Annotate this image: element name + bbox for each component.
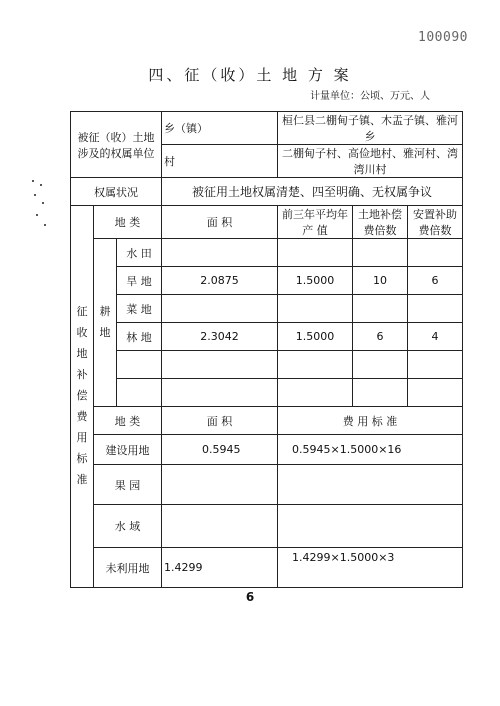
area-cell xyxy=(162,465,278,505)
land-type-cell xyxy=(117,351,162,379)
header-township-row xyxy=(71,112,463,145)
comp-cell: 6 xyxy=(353,323,408,351)
output-cell xyxy=(278,295,353,323)
resettle-multiple-header: 安置补助费倍数 xyxy=(408,206,463,239)
comp-cell xyxy=(353,351,408,379)
page-number: 6 xyxy=(245,590,255,604)
scan-specks xyxy=(30,180,48,230)
area-header: 面 积 xyxy=(162,407,278,435)
unit-note: 计量单位：公顷、万元、人 xyxy=(310,91,430,102)
table-row xyxy=(71,505,463,548)
table-row xyxy=(71,435,463,465)
fee-header-row xyxy=(71,407,463,435)
output-cell xyxy=(278,239,353,267)
fee-cell xyxy=(278,505,463,548)
table-row xyxy=(71,548,463,588)
area-cell xyxy=(162,379,278,407)
output-cell: 1.5000 xyxy=(278,323,353,351)
comp-cell xyxy=(353,379,408,407)
comp-multiple-header: 土地补偿费倍数 xyxy=(353,206,408,239)
land-type-header: 地 类 xyxy=(94,206,162,239)
area-cell: 2.0875 xyxy=(162,267,278,295)
village-value: 二棚甸子村、高俭地村、雅河村、湾湾川村 xyxy=(278,145,463,178)
comp-cell: 10 xyxy=(353,267,408,295)
land-type-cell: 水 田 xyxy=(117,239,162,267)
area-cell xyxy=(162,505,278,548)
land-type-header: 地 类 xyxy=(94,407,162,435)
fee-cell xyxy=(278,465,463,505)
land-type-cell: 水 域 xyxy=(94,505,162,548)
land-units-label: 被征（收）土地涉及的权属单位 xyxy=(71,112,162,178)
area-cell: 1.4299 xyxy=(162,548,278,588)
table-row xyxy=(71,295,463,323)
side-label: 征收地补偿费用标准 xyxy=(71,206,94,588)
land-type-cell: 旱 地 xyxy=(117,267,162,295)
land-type-cell xyxy=(117,379,162,407)
comp-cell xyxy=(353,295,408,323)
document-code: 100090 xyxy=(418,30,468,45)
cultivated-label: 耕地 xyxy=(94,239,117,407)
area-cell: 0.5945 xyxy=(162,435,278,465)
section-title: 四、征（收）土 地 方 案 xyxy=(148,66,352,84)
area-header: 面 积 xyxy=(162,206,278,239)
resettle-cell xyxy=(408,351,463,379)
resettle-cell xyxy=(408,295,463,323)
resettle-cell: 6 xyxy=(408,267,463,295)
fee-standard-header: 费 用 标 准 xyxy=(278,407,463,435)
compensation-header-row xyxy=(71,206,463,239)
table-row xyxy=(71,379,463,407)
area-cell xyxy=(162,295,278,323)
land-type-cell: 建设用地 xyxy=(94,435,162,465)
table-row xyxy=(71,323,463,351)
output-cell: 1.5000 xyxy=(278,267,353,295)
area-cell xyxy=(162,239,278,267)
area-cell xyxy=(162,351,278,379)
land-type-cell: 未利用地 xyxy=(94,548,162,588)
table-row xyxy=(71,239,463,267)
land-type-cell: 林 地 xyxy=(117,323,162,351)
ownership-value: 被征用土地权属清楚、四至明确、无权属争议 xyxy=(162,178,463,206)
ownership-row xyxy=(71,178,463,206)
output-cell xyxy=(278,379,353,407)
resettle-cell: 4 xyxy=(408,323,463,351)
fee-cell: 0.5945×1.5000×16 xyxy=(278,435,463,465)
table-row xyxy=(71,351,463,379)
township-value: 桓仁县二棚甸子镇、木盂子镇、雅河乡 xyxy=(278,112,463,145)
resettle-cell xyxy=(408,239,463,267)
resettle-cell xyxy=(408,379,463,407)
output-cell xyxy=(278,351,353,379)
land-type-cell: 菜 地 xyxy=(117,295,162,323)
land-type-cell: 果 园 xyxy=(94,465,162,505)
table-row xyxy=(71,465,463,505)
village-label: 村 xyxy=(162,145,278,178)
township-label: 乡（镇） xyxy=(162,112,278,145)
comp-cell xyxy=(353,239,408,267)
area-cell: 2.3042 xyxy=(162,323,278,351)
land-expropriation-table xyxy=(70,111,463,588)
fee-cell: 1.4299×1.5000×3 xyxy=(278,548,463,588)
avg-output-header: 前三年平均年 产 值 xyxy=(278,206,353,239)
ownership-label: 权属状况 xyxy=(71,178,162,206)
table-row xyxy=(71,267,463,295)
